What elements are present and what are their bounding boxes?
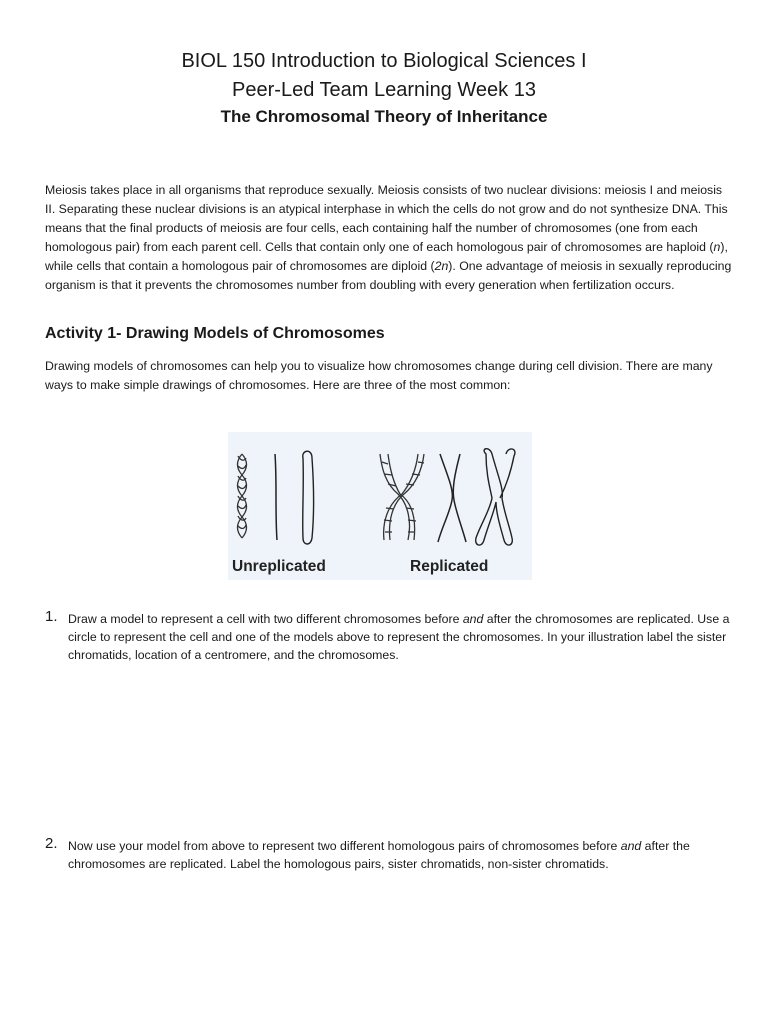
question-2 — [45, 837, 735, 873]
activity-intro: Drawing models of chromosomes can help you to visualize how chromosomes change during cell division. There are many ways to make simple drawings of chromosomes. Here are three of the most common: — [45, 359, 713, 392]
rods-replicated — [476, 449, 515, 545]
question-2-text-b: after the chromosomes are replicated. Label the homologous pairs, sister chromatids, non-sister chromatids. — [68, 839, 690, 871]
question-1-text-a: Draw a model to represent a cell with two different chromosomes before — [68, 612, 463, 626]
question-1-text — [68, 610, 735, 664]
week-title: Peer-Led Team Learning Week 13 — [232, 79, 536, 101]
diploid-symbol: 2n — [434, 259, 449, 273]
course-title: BIOL 150 Introduction to Biological Sciences I — [181, 50, 587, 72]
label-unreplicated: Unreplicated — [232, 558, 326, 575]
question-1-emphasis: and — [462, 612, 484, 626]
chromosome-figure — [228, 432, 532, 580]
question-2-number: 2. — [45, 835, 58, 852]
intro-text-3: ). One advantage of meiosis in sexually reproducing organism is that it prevents the chromosomes number from doubling with every generation when fertilization occurs. — [45, 259, 732, 292]
lines-replicated — [438, 454, 466, 542]
label-replicated: Replicated — [410, 558, 489, 575]
question-1-number: 1. — [45, 608, 58, 625]
rod-unreplicated — [303, 451, 314, 544]
question-2-emphasis: and — [620, 839, 642, 853]
helix-unreplicated — [238, 454, 247, 538]
question-1-text-b: after the chromosomes are replicated. Use a circle to represent the cell and one of the models above to represent the chromosomes. In your illustration label the sister chromatids, location of a centromere, and the chromosomes. — [68, 612, 730, 662]
helix-replicated — [380, 454, 424, 540]
intro-paragraph — [45, 181, 735, 295]
question-1 — [45, 610, 735, 664]
activity-heading: Activity 1- Drawing Models of Chromosomes — [45, 325, 385, 342]
question-2-text — [68, 837, 735, 873]
line-unreplicated — [275, 454, 277, 540]
haploid-symbol: n — [713, 240, 721, 254]
topic-title: The Chromosomal Theory of Inheritance — [220, 107, 548, 126]
intro-text-2: ), while cells that contain a homologous pair of chromosomes are diploid ( — [45, 240, 728, 273]
question-2-text-a: Now use your model from above to represent two different homologous pairs of chromosomes before — [68, 839, 621, 853]
intro-text-1: Meiosis takes place in all organisms that reproduce sexually. Meiosis consists of two nuclear divisions: meiosis I and meiosis II. Separating these nuclear divisions is an atypical interphase in which the cells do not grow and do not synthesize DNA. This means that the final products of meiosis are four cells, each containing half the number of chromosomes (one from each homologous pair) from each parent cell. Cells that contain only one of each homologous pair of chromosomes are haploid ( — [45, 183, 728, 254]
